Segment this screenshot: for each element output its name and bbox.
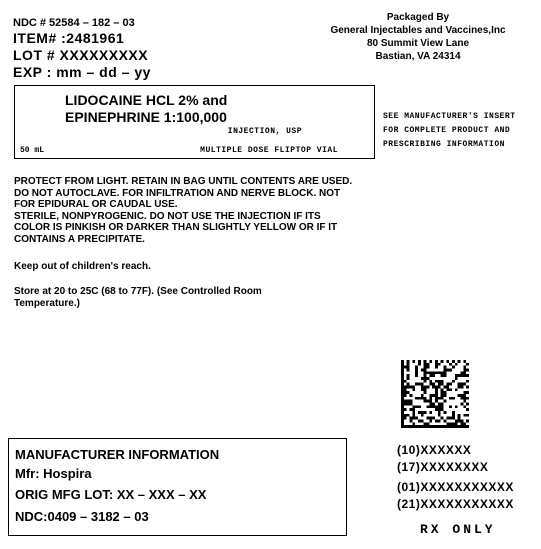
code-10: (10)XXXXXX [397,443,472,457]
manufacturer-ndc: NDC:0409 – 3182 – 03 [15,509,149,524]
product-volume: 50 mL [20,146,45,155]
packager-city: Bastian, VA 24314 [375,51,461,62]
insert-note-line3: PRESCRIBING INFORMATION [383,140,505,149]
manufacturer-title: MANUFACTURER INFORMATION [15,447,220,462]
product-name-line1: LIDOCAINE HCL 2% and [65,92,228,108]
warnings [14,176,354,245]
manufacturer-name: Mfr: Hospira [15,466,92,481]
gs1-codes [397,442,514,512]
warning-para-2: STERILE, NONPYROGENIC. DO NOT USE THE INJECTION IF ITS COLOR IS PINKISH OR DARKER THAN SLIGHTLY YELLOW OR IF IT CONTAINS A PRECIPITATE. [14,210,338,245]
code-01: (01)XXXXXXXXXXX [397,480,514,494]
product-name [65,92,227,126]
manufacturer-box [8,438,347,536]
insert-note-line1: SEE MANUFACTURER'S INSERT [383,112,516,121]
item-number: ITEM# :2481961 [13,30,125,46]
warning-para-1: PROTECT FROM LIGHT. RETAIN IN BAG UNTIL CONTENTS ARE USED. DO NOT AUTOCLAVE. FOR INFILTRATION AND NERVE BLOCK. NOT FOR EPIDURAL OR CAUDAL USE. [14,176,353,210]
product-form: INJECTION, USP [227,127,302,136]
code-17: (17)XXXXXXXX [397,459,489,474]
packager-name: General Injectables and Vaccines,Inc [330,25,506,36]
datamatrix-barcode-icon [401,360,469,428]
lot-number: LOT # XXXXXXXXX [13,47,149,63]
packager-street: 80 Summit View Lane [366,38,470,49]
packager-heading: Packaged By [386,12,450,23]
insert-note-line2: FOR COMPLETE PRODUCT AND [383,126,511,135]
insert-note [383,110,516,152]
packager-info [300,11,536,63]
label-identifiers [13,16,151,81]
manufacturer-lot: ORIG MFG LOT: XX – XXX – XX [15,487,207,502]
storage-instructions: Store at 20 to 25C (68 to 77F). (See Controlled Room Temperature.) [14,286,262,309]
code-21: (21)XXXXXXXXXXX [397,496,514,511]
rx-only: RX ONLY [420,522,496,537]
ndc-number: NDC # 52584 – 182 – 03 [13,17,135,29]
expiration-date: EXP : mm – dd – yy [13,64,151,80]
product-name-line2: EPINEPHRINE 1:100,000 [65,109,227,125]
keep-out-of-reach: Keep out of children's reach. [14,261,151,272]
product-container: MULTIPLE DOSE FLIPTOP VIAL [200,146,338,155]
product-box [14,85,375,159]
